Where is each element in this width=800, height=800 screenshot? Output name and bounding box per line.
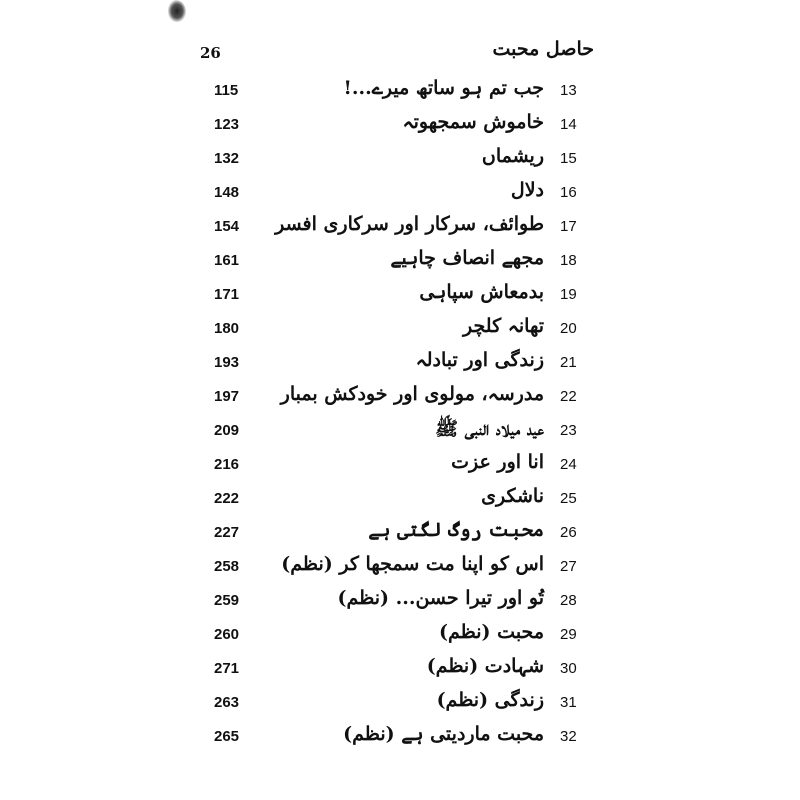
toc-entry-number: 24 [560, 456, 577, 473]
toc-page-number: 197 [214, 388, 240, 405]
toc-title: انا اور عزت [451, 451, 544, 473]
ink-smudge [168, 0, 186, 22]
toc-title: عید میلاد النبی ﷺ [435, 418, 544, 440]
toc-page-number: 258 [214, 558, 240, 575]
toc-title: محبت (نظم) [439, 621, 544, 643]
toc-row [0, 246, 800, 280]
toc-entry-number: 16 [560, 184, 577, 201]
toc-page-number: 132 [214, 150, 240, 167]
toc-row [0, 722, 800, 756]
toc-entry-number: 31 [560, 694, 577, 711]
toc-page-number: 193 [214, 354, 240, 371]
toc-row [0, 348, 800, 382]
toc-entry-number: 30 [560, 660, 577, 677]
toc-title: محبت روگ لگتی ہے [368, 519, 544, 541]
toc-page-number: 115 [214, 82, 239, 99]
toc-row [0, 518, 800, 552]
running-title: حاصل محبت [492, 38, 594, 60]
toc-page-number: 260 [214, 626, 240, 643]
toc-entry-number: 21 [560, 354, 577, 371]
toc-title: محبت ماردیتی ہے (نظم) [343, 723, 544, 745]
toc-page-number: 216 [214, 456, 240, 473]
toc-page-number: 148 [214, 184, 240, 201]
toc-page-number: 171 [214, 286, 240, 303]
toc-row [0, 552, 800, 586]
toc-row [0, 416, 800, 450]
toc-entry-number: 20 [560, 320, 577, 337]
toc-row [0, 620, 800, 654]
toc-row [0, 688, 800, 722]
toc-entry-number: 19 [560, 286, 577, 303]
toc-row [0, 382, 800, 416]
toc-page-number: 271 [214, 660, 240, 677]
toc-row [0, 110, 800, 144]
toc-row [0, 212, 800, 246]
toc-page-number: 265 [214, 728, 240, 745]
toc-title: ناشکری [481, 485, 544, 507]
toc-row [0, 76, 800, 110]
toc-entry-number: 15 [560, 150, 577, 167]
toc-title: بدمعاش سپاہی [419, 281, 544, 303]
toc-entry-number: 14 [560, 116, 577, 133]
toc-entry-number: 32 [560, 728, 577, 745]
toc-entry-number: 27 [560, 558, 577, 575]
toc-entry-number: 26 [560, 524, 577, 541]
toc-row [0, 654, 800, 688]
toc-title: ریشماں [481, 145, 544, 167]
toc-page-number: 263 [214, 694, 240, 711]
toc-title: اس کو اپنا مت سمجھا کر (نظم) [281, 553, 544, 575]
toc-row [0, 144, 800, 178]
toc-page-number: 123 [214, 116, 240, 133]
toc-page-number: 180 [214, 320, 240, 337]
toc-title: جب تم ہو ساتھ میرے...! [343, 77, 544, 99]
toc-entry-number: 17 [560, 218, 577, 235]
toc-title: دلال [510, 179, 544, 201]
toc-title: تُو اور تیرا حسن... (نظم) [337, 587, 544, 609]
toc-entry-number: 18 [560, 252, 577, 269]
toc-row [0, 586, 800, 620]
toc-row [0, 484, 800, 518]
toc-title: طوائف، سرکار اور سرکاری افسر [275, 213, 544, 235]
toc-page-number: 161 [214, 252, 240, 269]
toc-page-number: 259 [214, 592, 240, 609]
toc-entry-number: 13 [560, 82, 577, 99]
toc-title: مجھے انصاف چاہیے [390, 247, 544, 269]
toc-page-number: 209 [214, 422, 240, 439]
toc-entry-number: 28 [560, 592, 577, 609]
toc-entry-number: 29 [560, 626, 577, 643]
toc-row [0, 450, 800, 484]
toc-title: شہادت (نظم) [426, 655, 544, 677]
toc-entry-number: 22 [560, 388, 577, 405]
toc-entry-number: 23 [560, 422, 577, 439]
toc-row [0, 280, 800, 314]
toc-title: زندگی اور تبادلہ [415, 349, 544, 371]
toc-row [0, 314, 800, 348]
toc-page-number: 154 [214, 218, 240, 235]
toc-page-number: 227 [214, 524, 240, 541]
page-number: 26 [200, 44, 221, 62]
toc-title: زندگی (نظم) [436, 689, 544, 711]
toc-title: تھانہ کلچر [463, 315, 544, 337]
toc-title: خاموش سمجھوتہ [402, 111, 544, 133]
toc-entry-number: 25 [560, 490, 577, 507]
toc-row [0, 178, 800, 212]
toc-title: مدرسہ، مولوی اور خودکش بمبار [280, 383, 544, 405]
toc-page-number: 222 [214, 490, 240, 507]
